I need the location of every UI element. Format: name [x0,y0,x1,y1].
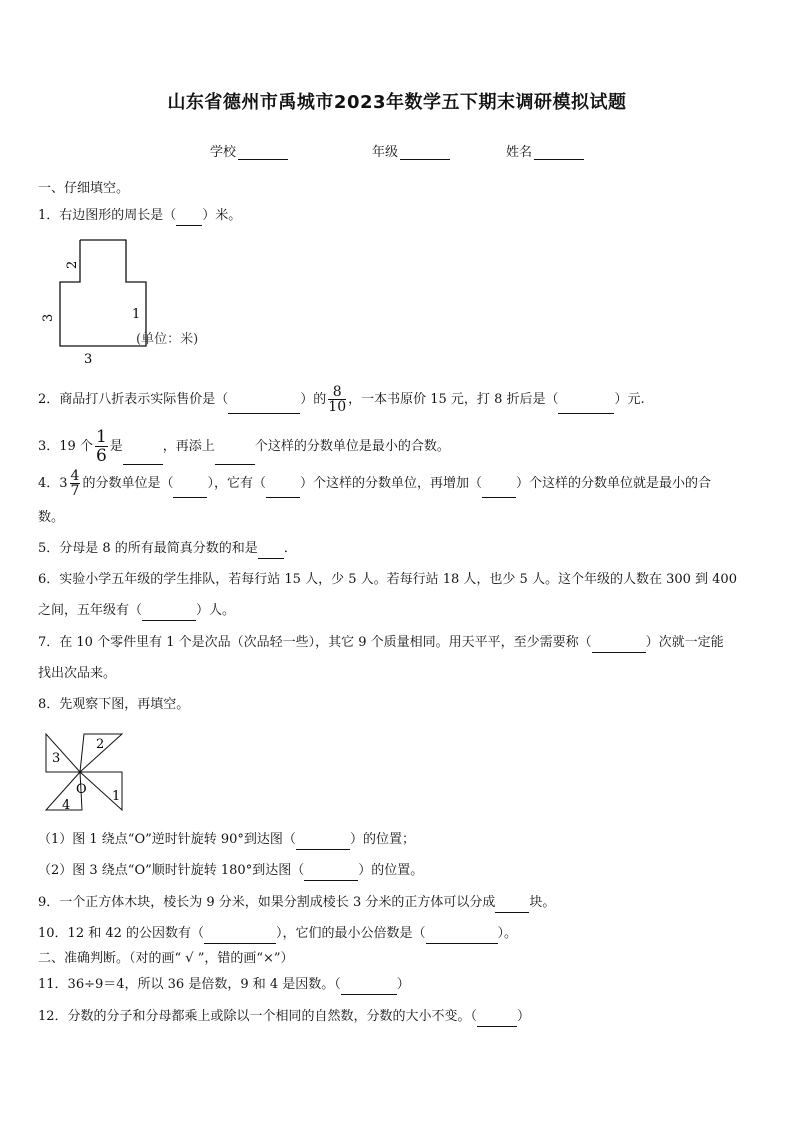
name-label: 姓名 [506,145,533,160]
grade-label: 年级 [372,145,399,160]
q4-blank-3[interactable] [482,483,516,498]
q10-blank-1[interactable] [204,929,276,944]
q8-blank-2[interactable] [304,866,358,881]
question-7-line-2: 找出次品来。 [38,666,117,681]
fig8-label-o: O [76,782,87,797]
grade-field[interactable] [372,141,450,160]
q1-blank[interactable] [176,211,202,226]
question-8: 8．先观察下图，再填空。 [38,697,190,712]
question-4-cont: 数。 [38,510,65,525]
q2-blank-1[interactable] [228,399,300,414]
q7-blank[interactable] [592,638,646,653]
section-1-heading: 一、仔细填空。 [38,181,130,196]
fig1-unit: (单位：米) [136,332,199,347]
question-6-line-1: 6．实验小学五年级的学生排队，若每行站 15 人，少 5 人。若每行站 18 人，也少 5 人。这个年级的人数在 300 到 400 [38,572,737,587]
q2-blank-2[interactable] [558,399,614,414]
q6-blank[interactable] [142,606,196,621]
section-2-heading: 二、准确判断。（对的画“ √ ”，错的画“×”） [38,951,294,966]
school-label: 学校 [210,145,237,160]
question-8-sub-2: （2）图 3 绕点“O”顺时针旋转 180°到达图（ ）的位置。 [38,861,423,881]
fig1-label-top: 2 [65,260,80,269]
fig8-label-1: 1 [112,789,121,804]
q4-fraction: $\frac{4}{7}$ [70,468,80,499]
q4-blank-2[interactable] [266,483,300,498]
fig8-label-3: 3 [52,751,61,766]
fig1-label-left: 3 [41,313,56,322]
question-10: 10．12 和 42 的公因数有（ ），它们的最小公倍数是（ ）。 [38,924,517,944]
q3-fraction: $\frac{1}{6}$ [95,427,107,466]
question-8-sub-1: （1）图 1 绕点“O”逆时针旋转 90°到达图（ ）的位置； [38,830,415,850]
question-6-line-2: 之间，五年级有（ ）人。 [38,601,235,621]
q10-blank-2[interactable] [426,929,498,944]
rotation-figure [40,730,130,814]
q9-blank[interactable] [495,898,529,913]
name-blank[interactable] [534,147,584,160]
q5-blank[interactable] [258,544,284,559]
fig8-label-4: 4 [62,798,71,813]
question-3: 3．19 个 $\frac{1}{6}$ 是 ，再添上 个这样的分数单位是最小的合数。 [38,427,450,466]
q2-fraction: $\frac{8}{10}$ [328,384,347,415]
question-1: 1．右边图形的周长是（ ）米。 [38,206,241,226]
name-field[interactable] [506,141,584,160]
question-2: 2．商品打八折表示实际售价是（ ）的 $\frac{8}{10}$ ，一本书原价 15 元，打 8 折后是（ ）元. [38,384,645,415]
question-11: 11．36÷9＝4，所以 36 是倍数，9 和 4 是因数。（ ） [38,975,410,995]
school-blank[interactable] [238,147,288,160]
perimeter-figure [36,236,236,368]
question-9: 9．一个正方体木块，棱长为 9 分米，如果分割成棱长 3 分米的正方体可以分成 块。 [38,893,555,913]
school-field[interactable] [210,141,288,160]
q3-blank-2[interactable] [215,450,255,465]
q12-blank[interactable] [477,1012,517,1027]
question-4: 4．3 $\frac{4}{7}$ 的分数单位是（ ），它有（ ）个这样的分数单位，再增加（ ）个这样的分数单位就是最小的合 [38,468,712,499]
q3-blank-1[interactable] [123,450,163,465]
q4-blank-1[interactable] [173,483,207,498]
page-title: 山东省德州市禹城市2023年数学五下期末调研模拟试题 [167,92,627,113]
grade-blank[interactable] [400,147,450,160]
question-5: 5．分母是 8 的所有最简真分数的和是 ． [38,539,297,559]
fig1-label-bottom: 3 [84,352,93,367]
fig8-label-2: 2 [96,737,105,752]
question-12: 12．分数的分子和分母都乘上或除以一个相同的自然数，分数的大小不变。（ ） [38,1007,530,1027]
question-7-line-1: 7．在 10 个零件里有 1 个是次品（次品轻一些），其它 9 个质量相同。用天平平，至少需要称（ ）次就一定能 [38,633,724,653]
q11-blank[interactable] [341,980,397,995]
fig1-label-right: 1 [132,307,141,322]
q8-blank-1[interactable] [296,835,350,850]
